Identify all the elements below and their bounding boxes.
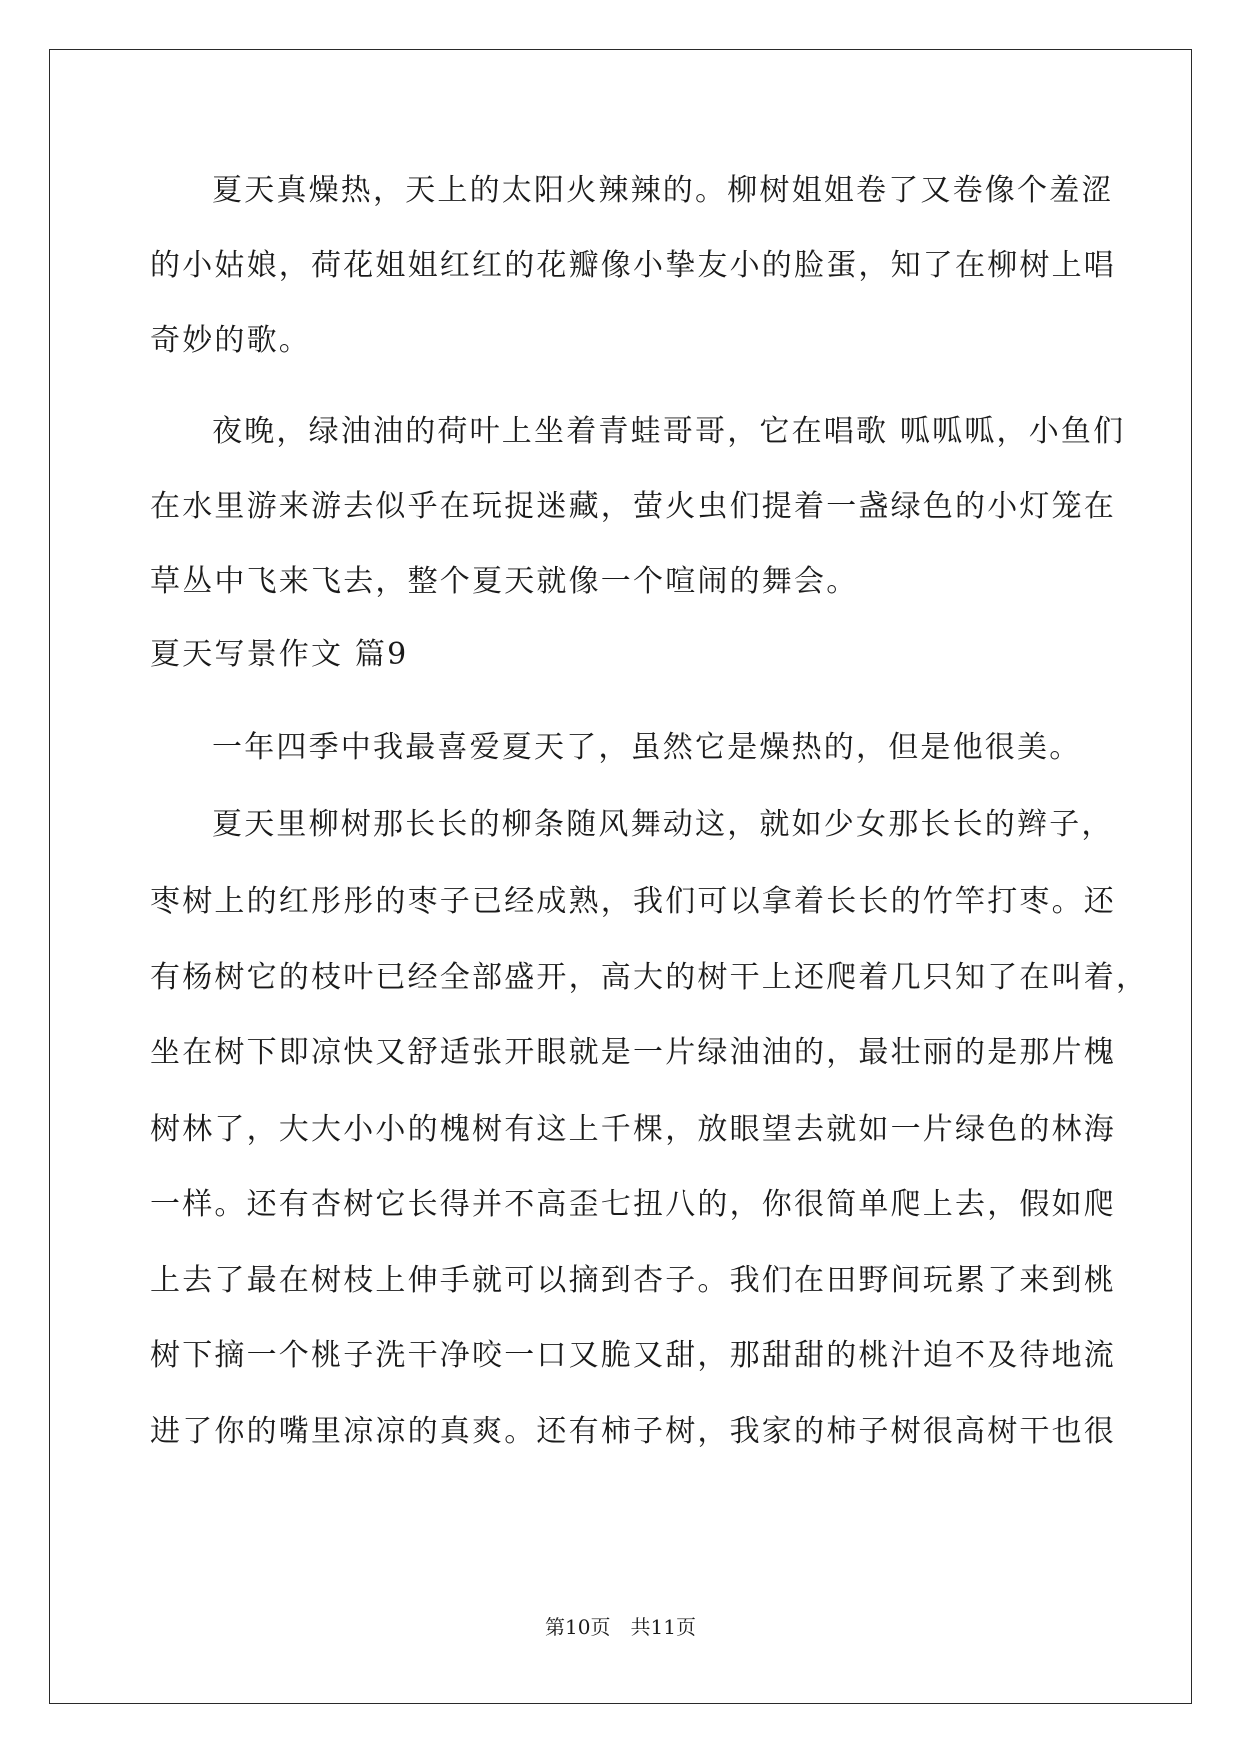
paragraph-line: 坐在树下即凉快又舒适张开眼就是一片绿油油的，最壮丽的是那片槐 xyxy=(150,1035,1116,1070)
paragraph-line: 的小姑娘，荷花姐姐红红的花瓣像小挚友小的脸蛋，知了在柳树上唱 xyxy=(150,248,1116,283)
page-border xyxy=(49,49,1192,1704)
paragraph-line: 进了你的嘴里凉凉的真爽。还有柿子树，我家的柿子树很高树干也很 xyxy=(150,1414,1116,1449)
paragraph-line: 一年四季中我最喜爱夏天了，虽然它是燥热的，但是他很美。 xyxy=(212,730,1082,765)
paragraph-line: 上去了最在树枝上伸手就可以摘到杏子。我们在田野间玩累了来到桃 xyxy=(150,1263,1116,1298)
paragraph-line: 夏天真燥热，天上的太阳火辣辣的。柳树姐姐卷了又卷像个羞涩 xyxy=(212,173,1114,208)
page-number-footer: 第10页 共11页 xyxy=(545,1615,696,1639)
paragraph-line: 夏天里柳树那长长的柳条随风舞动这，就如少女那长长的辫子， xyxy=(212,807,1114,842)
paragraph-line: 草丛中飞来飞去，整个夏天就像一个喧闹的舞会。 xyxy=(150,564,859,599)
paragraph-line: 有杨树它的枝叶已经全部盛开，高大的树干上还爬着几只知了在叫着， xyxy=(150,960,1149,995)
paragraph-line: 在水里游来游去似乎在玩捉迷藏，萤火虫们提着一盏绿色的小灯笼在 xyxy=(150,489,1116,524)
paragraph-line: 一样。还有杏树它长得并不高歪七扭八的，你很简单爬上去，假如爬 xyxy=(150,1187,1116,1222)
paragraph-line: 奇妙的歌。 xyxy=(150,323,311,358)
section-heading: 夏天写景作文 篇9 xyxy=(150,637,409,672)
paragraph-line: 枣树上的红彤彤的枣子已经成熟，我们可以拿着长长的竹竿打枣。还 xyxy=(150,884,1116,919)
paragraph-line: 树林了，大大小小的槐树有这上千棵，放眼望去就如一片绿色的林海 xyxy=(150,1112,1116,1147)
paragraph-line: 树下摘一个桃子洗干净咬一口又脆又甜，那甜甜的桃汁迫不及待地流 xyxy=(150,1338,1116,1373)
paragraph-line: 夜晚，绿油油的荷叶上坐着青蛙哥哥，它在唱歌 呱呱呱，小鱼们 xyxy=(212,414,1126,449)
